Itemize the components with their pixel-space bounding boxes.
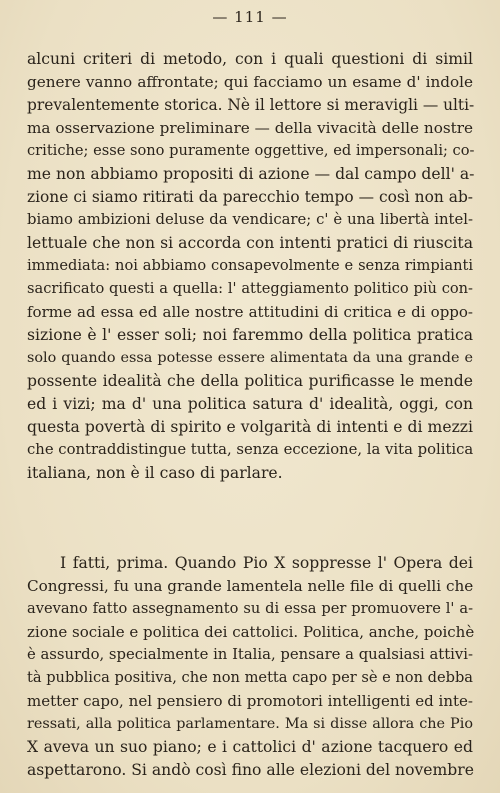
text-line: tà pubblica positiva, che non metta capo per sè e non debba bbox=[27, 669, 473, 686]
text-line: è assurdo, specialmente in Italia, pensare a qualsiasi attivi- bbox=[27, 646, 473, 663]
text-line: questa povertà di spirito e volgarità di intenti e di mezzi bbox=[27, 418, 473, 436]
text-line: genere vanno affrontate; qui facciamo un esame d' indole bbox=[27, 73, 473, 91]
text-line: Congressi, fu una grande lamentela nelle file di quelli che bbox=[27, 577, 474, 595]
text-line: ed i vizi; ma d' una politica satura d' idealità, oggi, con bbox=[27, 395, 473, 413]
text-line: X aveva un suo piano; e i cattolici d' azione tacquero ed bbox=[27, 738, 473, 756]
text-line: ressati, alla politica parlamentare. Ma si disse allora che Pio bbox=[27, 716, 473, 732]
text-line: alcuni criteri di metodo, con i quali questioni di simil bbox=[27, 50, 473, 68]
text-line: forme ad essa ed alle nostre attitudini di critica e di oppo- bbox=[27, 303, 473, 321]
text-line: ma osservazione preliminare — della vivacità delle nostre bbox=[27, 119, 473, 137]
page-number: — 111 — bbox=[212, 8, 288, 26]
text-line: zione ci siamo ritirati da parecchio tempo — così non ab- bbox=[27, 188, 473, 206]
text-line: che contraddistingue tutta, senza eccezione, la vita politica bbox=[27, 441, 474, 458]
text-line: zione sociale e politica dei cattolici. Politica, anche, poichè bbox=[27, 623, 475, 641]
text-line: aspettarono. Si andò così fino alle elezioni del novembre bbox=[27, 761, 474, 779]
text-line: critiche; esse sono puramente oggettive, ed impersonali; co- bbox=[27, 142, 475, 159]
text-line: lettuale che non si accorda con intenti pratici di riuscita bbox=[27, 234, 473, 252]
text-line: italiana, non è il caso di parlare. bbox=[27, 464, 283, 482]
text-line: sizione è l' esser soli; noi faremmo della politica pratica bbox=[27, 326, 473, 344]
text-line: solo quando essa potesse essere alimentata da una grande e bbox=[27, 350, 473, 366]
text-line: immediata: noi abbiamo consapevolmente e senza rimpianti bbox=[27, 257, 473, 274]
text-line: avevano fatto assegnamento su di essa per promuovere l' a- bbox=[27, 600, 473, 617]
text-line: possente idealità che della politica purificasse le mende bbox=[27, 372, 473, 390]
text-line: prevalentemente storica. Nè il lettore si meravigli — ulti- bbox=[27, 96, 475, 114]
text-line: metter capo, nel pensiero di promotori intelligenti ed inte- bbox=[27, 692, 473, 710]
text-line: I fatti, prima. Quando Pio X soppresse l' Opera dei bbox=[60, 554, 473, 572]
text-line: me non abbiamo propositi di azione — dal campo dell' a- bbox=[27, 165, 475, 183]
text-line: sacrificato questi a quella: l' atteggiamento politico più con- bbox=[27, 280, 473, 297]
text-line: biamo ambizioni deluse da vendicare; c' è una libertà intel- bbox=[27, 211, 473, 228]
